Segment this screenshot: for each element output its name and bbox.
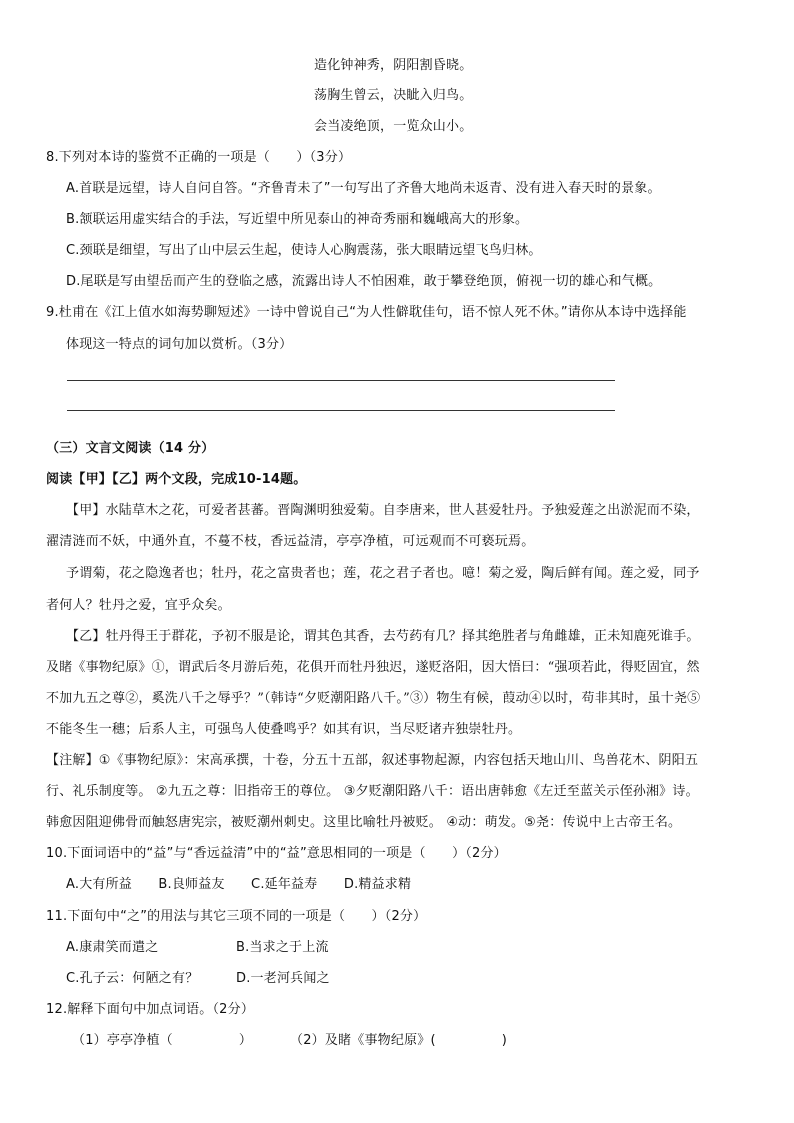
section-intro: 阅读【甲】【乙】两个文段，完成10-14题。 — [46, 472, 307, 487]
jia-para1-line2: 濯清涟而不妖，中通外直，不蔓不枝，香远益清，亭亭净植，可远观而不可亵玩焉。 — [46, 534, 535, 549]
q12-stem: 12.解释下面句中加点词语。（2分） — [46, 1002, 255, 1017]
jia-para1-line1: 【甲】水陆草木之花，可爱者甚蕃。晋陶渊明独爱菊。自李唐来，世人甚爱牡丹。予独爱莲之出淤泥而不染， — [66, 503, 700, 518]
yi-line4: 不能冬生一穗；后系人主，可强鸟人使叠鸣乎？如其有识，当尽贬诸卉独崇牡丹。 — [46, 722, 522, 737]
q11-option-a: A.康肃笑而遣之 — [66, 940, 159, 955]
q8-option-d: D.尾联是写由望岳而产生的登临之感，流露出诗人不怕困难，敢于攀登绝顶，俯视一切的雄心和气概。 — [66, 274, 662, 289]
yi-line3: 不加九五之尊②，奚洗八千之辱乎？”（韩诗“夕贬潮阳路八千。”③）物生有候，葭动④以时，苟非其时，虽十尧⑤ — [46, 691, 701, 706]
q9-stem-line2: 体现这一特点的词句加以赏析。（3分） — [66, 337, 293, 352]
q9-stem-line1: 9.杜甫在《江上值水如海势聊短述》一诗中曾说自己“为人性僻耽佳句，语不惊人死不休。”请你从本诗中选择能 — [46, 305, 687, 320]
poem-line-1: 造化钟神秀，阴阳割昏晓。 — [314, 58, 473, 73]
q11-option-b: B.当求之于上流 — [236, 940, 329, 955]
q8-option-a: A.首联是远望，诗人自问自答。“齐鲁青未了”一句写出了齐鲁大地尚未返青、没有进入春天时的景象。 — [66, 181, 661, 196]
q8-option-c: C.颈联是细望，写出了山中层云生起，使诗人心胸震荡，张大眼睛远望飞鸟归林。 — [66, 243, 542, 258]
answer-line-2 — [67, 410, 615, 411]
q8-stem: 8.下列对本诗的鉴赏不正确的一项是（ ）（3分） — [46, 150, 352, 165]
answer-line-1 — [67, 380, 615, 381]
q11-option-d: D.一老河兵闻之 — [236, 971, 330, 986]
notes-line2: 行、礼乐制度等。 ②九五之尊：旧指帝王的尊位。 ③夕贬潮阳路八千：语出唐韩愈《左迁至蓝关示侄孙湘》诗。 — [46, 784, 699, 799]
poem-line-2: 荡胸生曾云，决眦入归鸟。 — [314, 88, 473, 103]
yi-line2: 及睹《事物纪原》①，谓武后冬月游后苑，花俱开而牡丹独迟，遂贬洛阳，因大悟曰：“强项若此，得贬固宜，然 — [46, 660, 700, 675]
q10-stem: 10.下面词语中的“益”与“香远益清”中的“益”意思相同的一项是（ ）（2分） — [46, 846, 507, 861]
yi-line1: 【乙】牡丹得王于群花，予初不服是论，谓其色其香，去芍药有几？择其绝胜者与角雌雄，正未知鹿死谁手。 — [66, 629, 700, 644]
poem-line-3: 会当凌绝顶，一览众山小。 — [314, 119, 473, 134]
notes-line1: 【注解】①《事物纪原》：宋高承撰，十卷，分五十五部，叙述事物起源，内容包括天地山川、鸟兽花木、阴阳五 — [46, 753, 699, 768]
q11-option-c: C.孔子云：何陋之有？ — [66, 971, 199, 986]
q10-options: A.大有所益 B.良师益友 C.延年益寿 D.精益求精 — [66, 877, 412, 892]
q12-item-1: （1）亭亭净植（ ） — [72, 1033, 253, 1048]
notes-line3: 韩愈因阻迎佛骨而触怒唐宪宗，被贬潮州刺史。这里比喻牡丹被贬。 ④动：萌发。⑤尧：传说中上古帝王名。 — [46, 815, 682, 830]
q8-option-b: B.颔联运用虚实结合的手法，写近望中所见泰山的神奇秀丽和巍峨高大的形象。 — [66, 212, 529, 227]
jia-para2-line2: 者何人？牡丹之爱，宜乎众矣。 — [46, 598, 231, 613]
jia-para2-line1: 予谓菊，花之隐逸者也；牡丹，花之富贵者也；莲，花之君子者也。噫！菊之爱，陶后鲜有闻。莲之爱，同予 — [66, 566, 700, 581]
section-title: （三）文言文阅读（14 分） — [46, 441, 215, 456]
q11-stem: 11.下面句中“之”的用法与其它三项不同的一项是（ ）（2分） — [46, 909, 427, 924]
q12-item-2: （2）及睹《事物纪原》( ) — [290, 1033, 508, 1048]
